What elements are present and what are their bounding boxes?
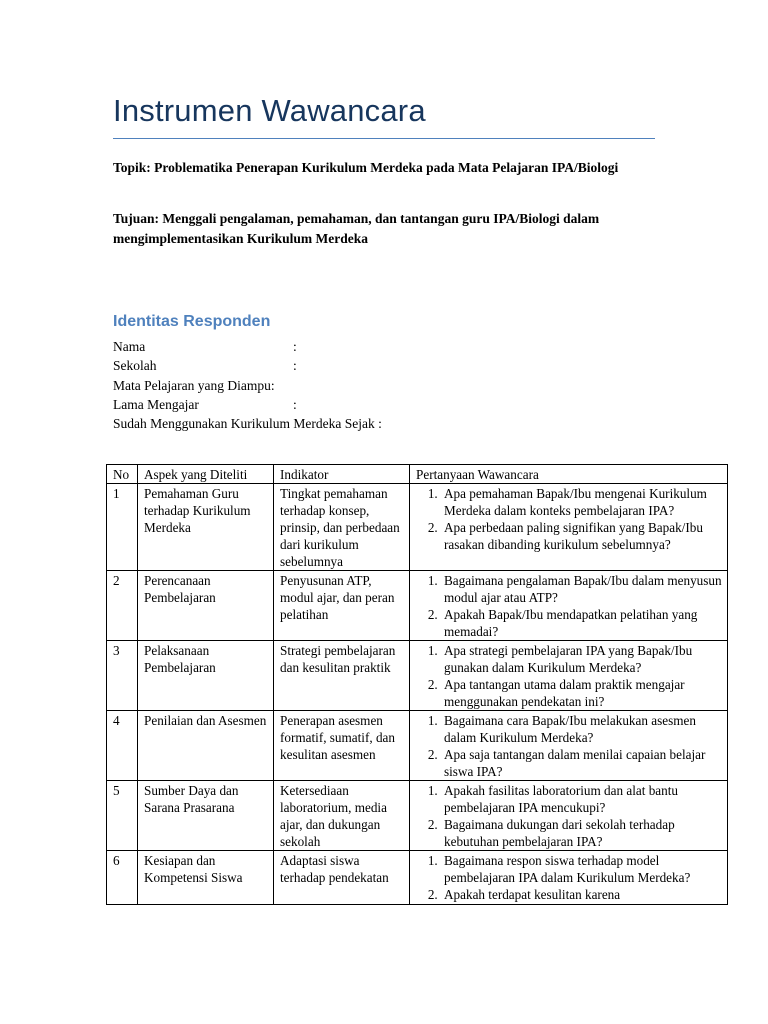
row-no: 4 [107,711,138,781]
row-questions [410,641,728,711]
header-questions: Pertanyaan Wawancara [410,465,728,484]
row-aspect: Pemahaman Guru terhadap Kurikulum Merdeka [138,484,274,571]
identity-field-label: Nama [113,339,146,354]
table-row [107,781,728,851]
goal-paragraph: Tujuan: Menggali pengalaman, pemahaman, dan tantangan guru IPA/Biologi dalam mengimplementasikan Kurikulum Merdeka [113,211,600,246]
question-item: 2. Apa perbedaan paling signifikan yang Bapak/Ibu rasakan dibanding kurikulum sebelumnya? [441,519,722,553]
topic-paragraph: Topik: Problematika Penerapan Kurikulum Merdeka pada Mata Pelajaran IPA/Biologi [113,160,619,175]
row-no: 6 [107,851,138,905]
header-indicator: Indikator [274,465,410,484]
row-questions [410,711,728,781]
question-item: 2. Bagaimana dukungan dari sekolah terhadap kebutuhan pembelajaran IPA? [441,816,722,850]
question-list [416,642,722,710]
question-list [416,712,722,780]
row-aspect: Sumber Daya dan Sarana Prasarana [138,781,274,851]
question-list [416,485,722,553]
row-no: 2 [107,571,138,641]
question-item: 1. Bagaimana cara Bapak/Ibu melakukan asesmen dalam Kurikulum Merdeka? [441,712,722,746]
identity-field-label: Sekolah [113,358,157,374]
question-list [416,852,722,903]
identity-heading: Identitas Responden [113,313,271,330]
identity-field-row [113,395,513,414]
question-list [416,782,722,850]
table-row [107,484,728,571]
row-indicator: Tingkat pemahaman terhadap konsep, prinsip, dan perbedaan dari kurikulum sebelumnya [274,484,410,571]
identity-field-colon: : [293,339,297,354]
row-questions [410,571,728,641]
header-no: No [107,465,138,484]
question-item: 1. Apakah fasilitas laboratorium dan alat bantu pembelajaran IPA mencukupi? [441,782,722,816]
row-aspect: Pelaksanaan Pembelajaran [138,641,274,711]
row-aspect: Penilaian dan Asesmen [138,711,274,781]
identity-field-row [113,414,513,433]
table-header-row [107,465,728,484]
identity-field-label: Sudah Menggunakan Kurikulum Merdeka Sejak : [113,416,382,432]
row-indicator: Penyusunan ATP, modul ajar, dan peran pelatihan [274,571,410,641]
question-item: 1. Bagaimana pengalaman Bapak/Ibu dalam menyusun modul ajar atau ATP? [441,572,722,606]
row-indicator: Ketersediaan laboratorium, media ajar, dan dukungan sekolah [274,781,410,851]
identity-field-label: Lama Mengajar [113,396,199,412]
question-item: 2. Apakah Bapak/Ibu mendapatkan pelatihan yang memadai? [441,606,722,640]
row-indicator: Penerapan asesmen formatif, sumatif, dan kesulitan asesmen [274,711,410,781]
row-aspect: Perencanaan Pembelajaran [138,571,274,641]
row-questions [410,484,728,571]
question-item: 2. Apa tantangan utama dalam praktik mengajar menggunakan pendekatan ini? [441,676,722,710]
identity-fields [113,337,513,433]
interview-table [106,464,728,905]
question-item: 2. Apa saja tantangan dalam menilai capaian belajar siswa IPA? [441,746,722,780]
identity-field-label: Mata Pelajaran yang Diampu: [113,377,275,393]
row-indicator: Strategi pembelajaran dan kesulitan praktik [274,641,410,711]
identity-field-row [113,337,513,356]
title-underline [113,138,655,139]
row-no: 1 [107,484,138,571]
identity-field-colon: : [293,396,297,412]
table-row [107,851,728,905]
row-questions [410,781,728,851]
table-row [107,571,728,641]
table-row [107,711,728,781]
question-item: 2. Apakah terdapat kesulitan karena [441,886,722,903]
row-indicator: Adaptasi siswa terhadap pendekatan [274,851,410,905]
row-no: 5 [107,781,138,851]
question-list [416,572,722,640]
row-questions [410,851,728,905]
row-aspect: Kesiapan dan Kompetensi Siswa [138,851,274,905]
document-title: Instrumen Wawancara [113,93,426,128]
identity-field-row [113,376,513,395]
question-item: 1. Bagaimana respon siswa terhadap model pembelajaran IPA dalam Kurikulum Merdeka? [441,852,722,886]
identity-field-colon: : [293,358,297,374]
identity-field-row [113,356,513,375]
header-aspect: Aspek yang Diteliti [138,465,274,484]
question-item: 1. Apa strategi pembelajaran IPA yang Bapak/Ibu gunakan dalam Kurikulum Merdeka? [441,642,722,676]
table-row [107,641,728,711]
row-no: 3 [107,641,138,711]
question-item: 1. Apa pemahaman Bapak/Ibu mengenai Kurikulum Merdeka dalam konteks pembelajaran IPA? [441,485,722,519]
